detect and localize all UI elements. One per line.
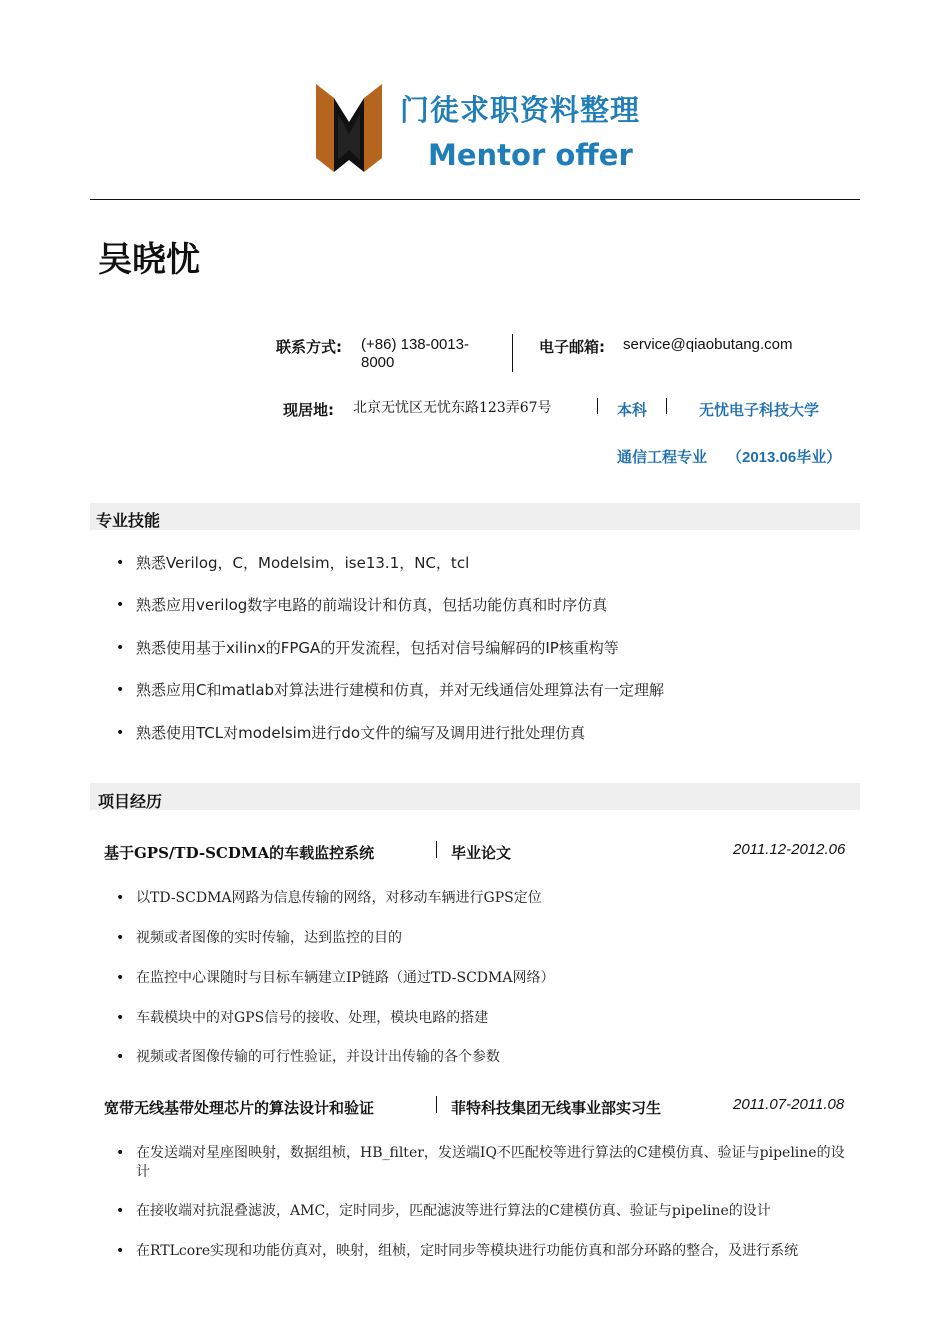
header-divider xyxy=(90,199,860,200)
skill-item: 熟悉应用verilog数字电路的前端设计和仿真，包括功能仿真和时序仿真 xyxy=(136,596,608,614)
contact-divider xyxy=(512,334,513,372)
bullet-icon: • xyxy=(116,890,125,906)
skill-item: 熟悉应用C和matlab对算法进行建模和仿真，并对无线通信处理算法有一定理解 xyxy=(136,681,665,699)
skill-item: 熟悉使用TCL对modelsim进行do文件的编写及调用进行批处理仿真 xyxy=(136,724,586,742)
logo-text-cn: 门徒求职资料整理 xyxy=(400,93,641,127)
project-item: 在接收端对抗混叠滤波，AMC，定时同步，匹配滤波等进行算法的C建模仿真、验证与pipeline的设计 xyxy=(136,1203,771,1219)
major-value: 通信工程专业 xyxy=(617,448,708,466)
graduation-value: （2013.06毕业） xyxy=(727,449,842,466)
address-value: 北京无忧区无忧东路123弄67号 xyxy=(353,400,552,416)
bullet-icon: • xyxy=(116,1049,125,1065)
project-divider xyxy=(436,841,437,858)
candidate-name: 吴晓忧 xyxy=(98,240,200,280)
bullet-icon: • xyxy=(116,1203,125,1219)
email-label: 电子邮箱: xyxy=(539,338,605,356)
bullet-icon: • xyxy=(116,970,125,986)
project-title: 基于GPS/TD-SCDMA的车载监控系统 xyxy=(104,844,375,862)
phone-line-1: (+86) 138-0013- xyxy=(361,336,469,353)
degree-divider xyxy=(666,398,667,414)
bullet-icon: • xyxy=(116,1145,125,1161)
address-divider xyxy=(597,398,598,414)
logo xyxy=(314,84,384,174)
projects-section-bar xyxy=(90,783,860,810)
logo-text-en: Mentor offer xyxy=(428,138,633,172)
bullet-icon: • xyxy=(116,555,125,571)
bullet-icon: • xyxy=(116,640,125,656)
project-item: 车载模块中的对GPS信号的接收、处理，模块电路的搭建 xyxy=(136,1010,489,1026)
logo-mark-icon xyxy=(314,84,384,174)
phone-value xyxy=(361,336,469,372)
project-item: 在发送端对星座图映射，数据组桢，HB_filter，发送端IQ不匹配校等进行算法的C建模仿真、验证与pipeline的设计 xyxy=(136,1145,845,1180)
project-date: 2011.12-2012.06 xyxy=(733,841,846,858)
bullet-icon: • xyxy=(116,597,125,613)
bullet-icon: • xyxy=(116,1243,125,1259)
skill-item: 熟悉使用基于xilinx的FPGA的开发流程，包括对信号编解码的IP核重构等 xyxy=(136,639,619,657)
project-item: 在RTLcore实现和功能仿真对，映射，组桢，定时同步等模块进行功能仿真和部分环路的整合，及进行系统 xyxy=(136,1243,799,1259)
project-item: 在监控中心课随时与目标车辆建立IP链路（通过TD-SCDMA网络） xyxy=(136,970,555,986)
phone-line-2: 8000 xyxy=(361,354,395,371)
project-role: 菲特科技集团无线事业部实习生 xyxy=(451,1099,662,1117)
project-date: 2011.07-2011.08 xyxy=(733,1096,845,1113)
project-item: 视频或者图像的实时传输，达到监控的目的 xyxy=(136,930,402,946)
project-item: 以TD-SCDMA网路为信息传输的网络，对移动车辆进行GPS定位 xyxy=(136,890,542,906)
degree-value: 本科 xyxy=(617,401,648,419)
bullet-icon: • xyxy=(116,725,125,741)
projects-section-title: 项目经历 xyxy=(98,792,163,811)
project-role: 毕业论文 xyxy=(451,844,512,862)
skills-section-title: 专业技能 xyxy=(96,511,161,530)
project-title: 宽带无线基带处理芯片的算法设计和验证 xyxy=(104,1099,375,1117)
phone-label: 联系方式: xyxy=(276,338,342,356)
university-value: 无忧电子科技大学 xyxy=(699,401,820,419)
skills-section-bar xyxy=(90,503,860,530)
project-divider xyxy=(436,1096,437,1113)
bullet-icon: • xyxy=(116,1010,125,1026)
address-label: 现居地: xyxy=(283,401,334,419)
skill-item: 熟悉Verilog，C，Modelsim，ise13.1，NC，tcl xyxy=(136,554,470,572)
bullet-icon: • xyxy=(116,682,125,698)
project-item: 视频或者图像传输的可行性验证，并设计出传输的各个参数 xyxy=(136,1049,500,1065)
email-value[interactable]: service@qiaobutang.com xyxy=(623,336,793,353)
bullet-icon: • xyxy=(116,930,125,946)
